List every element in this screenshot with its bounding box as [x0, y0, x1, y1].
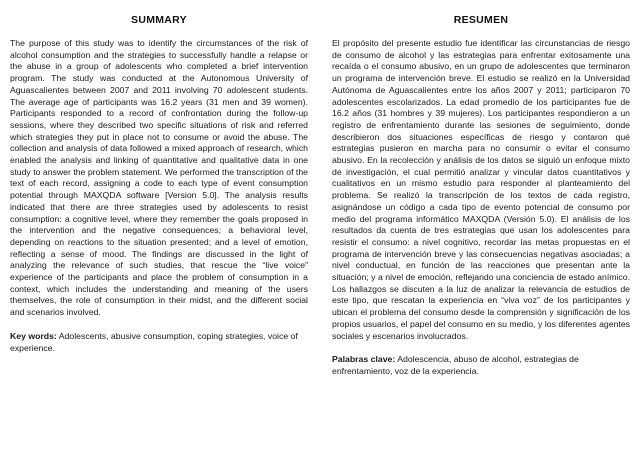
summary-column [0, 0, 320, 354]
resumen-keywords-label: Palabras clave: [332, 354, 396, 365]
resumen-column [320, 0, 640, 378]
summary-body: The purpose of this study was to identify the circumstances of the risk of alcohol consumption and the strategies to successfully handle a relapse or the abuse in a group of adolescents who completed a brief intervention program. The study was conducted at the Autonomous University of Aguascalientes between 2007 and 2011 involving 70 adolescent students. The average age of participants was 16.2 years (31 men and 39 women). Participants responded to a record of confrontation during the follow-up sessions, where they described two specific situations of risk and referred which strategies they put in place not to consume or avoid the abuse. The collection and analysis of data followed a mixed approach of research, which enabled the analysis and linking of quantitative and qualitative data in one study to answer the problem statement. We performed the transcription of the text of each record, assigning a code to each type of event consumption potential through MAXQDA software [Version 5.0]. The analysis results indicated that there are three strategies used by adolescents to resist consumption: a cognitive level, where they remember the goals proposed in the intervention and the negative consequences; a behavioral level, depending on reactions to the situation presented; and a level of emotion, reflecting a sense of mood. The findings are discussed in the light of analyzing the relevance of such studies, that rescue the “live voice” experience of the participants and place the problem of consumption in a context, which includes the understanding and meaning of the users themselves, the role of consumption in their midst, and the different social and scenarios involved. [10, 38, 308, 318]
summary-keywords-text: Adolescents, abusive consumption, coping strategies, voice of experience. [10, 330, 298, 353]
summary-keywords-label: Key words: [10, 330, 57, 341]
resumen-keywords-text: Adolescencia, abuso de alcohol, estrategias de enfrentamiento, voz de la experiencia. [332, 354, 579, 376]
resumen-keywords [332, 354, 630, 377]
resumen-heading: RESUMEN [453, 14, 509, 26]
summary-keywords [10, 331, 308, 354]
resumen-body: El propósito del presente estudio fue identificar las circunstancias de riesgo de consumo de alcohol y las estrategias para enfrentar exitosamente una recaída o el consumo abusivo, en un grupo de adolescentes que terminaron un programa de intervención breve. El estudio se realizó en la Universidad Autónoma de Aguascalientes entre los años 2007 y 2011; participaron 70 adolescentes escolarizados. La edad promedio de los participantes fue de 16.2 años (31 hombres y 39 mujeres). Los participantes respondieron a un registro de enfrentamiento durante las sesiones de seguimiento, donde describieron dos situaciones específicas de riesgo y contaron qué estrategias pusieron en marcha para no consumir o evitar el consumo abusivo. En la recolección y análisis de los datos se siguió un enfoque mixto de investigación, el cual permitió analizar y vincular datos cuantitativos y cualitativos en un mismo estudio para responder al planteamiento del problema. Se realizó la transcripción de los textos de cada registro, asignándose un código a cada tipo de evento potencial de consumo por medio del programa informático MAXQDA (Versión 5.0). El análisis de los resultados da cuenta de tres estrategias que usan los adolescentes para resistir el consumo: a nivel cognitivo, recordar las metas propuestas en el programa de intervención breve y las consecuencias negativas asociadas; a nivel conductual, en función de las reacciones que presentan ante la situación; y a nivel de emoción, reflejando una conciencia de estado anímico. Los hallazgos se discuten a la luz de analizar la relevancia de estudios de este tipo, que rescatan la experiencia en “viva voz” de los participantes y ubican el problema del consumo desde la comprensión y significación de los propios usuarios, el papel del consumo en su medio, y los diferentes agentes sociales y escenarios involucrados. [332, 38, 630, 341]
summary-heading: SUMMARY [131, 14, 187, 26]
